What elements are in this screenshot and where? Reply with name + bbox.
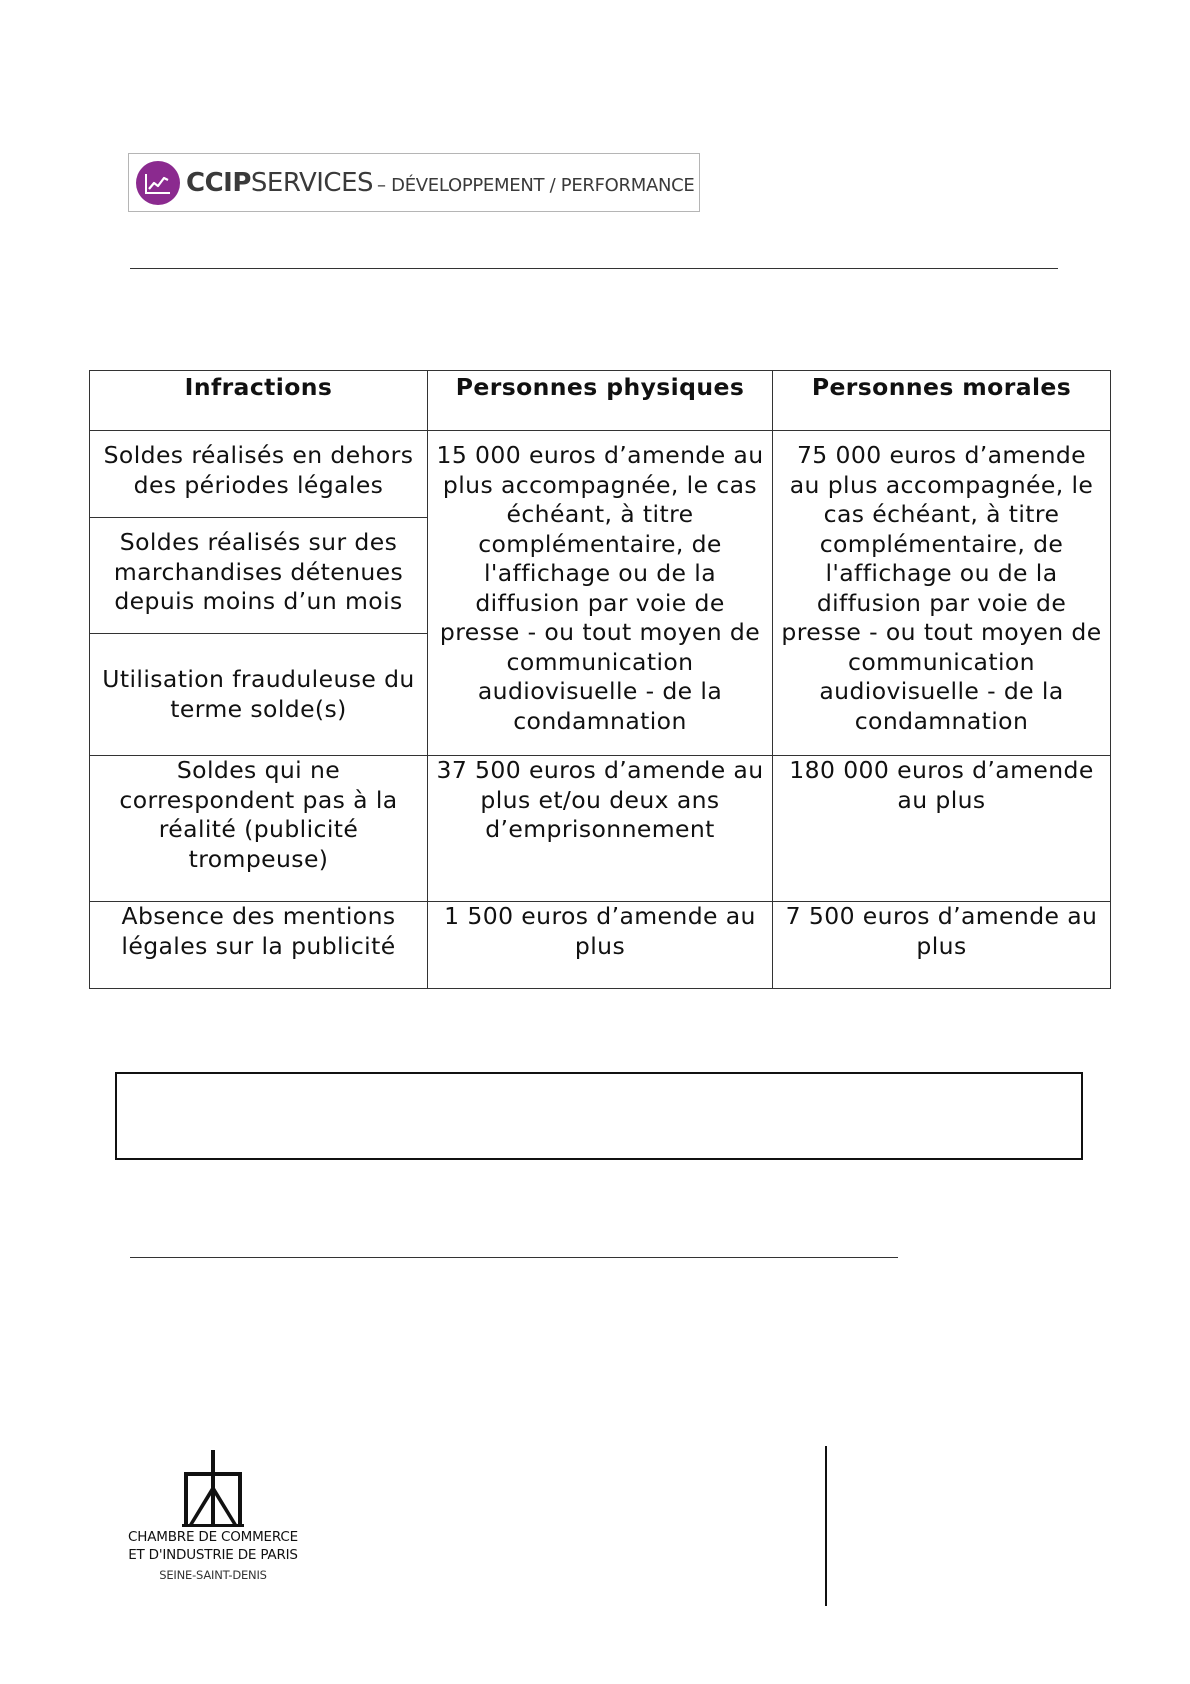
penalty-physiques-cell: 37 500 euros d’amende au plus et/ou deux ans d’emprisonnement — [428, 756, 773, 902]
infraction-cell: Soldes réalisés en dehors des périodes légales — [90, 431, 428, 518]
table-row — [90, 431, 1111, 518]
cci-name-line1: CHAMBRE DE COMMERCE — [128, 1529, 298, 1545]
penalty-morales-cell: 7 500 euros d’amende au plus — [773, 902, 1111, 989]
infraction-cell: Absence des mentions légales sur la publicité — [90, 902, 428, 989]
table-row — [90, 902, 1111, 989]
chart-trend-icon — [136, 161, 180, 205]
footer-vertical-divider — [825, 1446, 827, 1606]
header-personnes-physiques: Personnes physiques — [428, 371, 773, 431]
ccip-services-logo — [128, 153, 700, 212]
penalty-physiques-cell: 1 500 euros d’amende au plus — [428, 902, 773, 989]
header-infractions: Infractions — [90, 371, 428, 431]
logo-brand-text: CCIP — [186, 167, 251, 198]
infraction-cell: Soldes réalisés sur des marchandises détenues depuis moins d’un mois — [90, 518, 428, 634]
penalty-table — [89, 370, 1111, 989]
penalty-morales-cell: 75 000 euros d’amende au plus accompagnée, le cas échéant, à titre complémentaire, de l'affichage ou de la diffusion par voie de presse - ou tout moyen de communication audiovisuelle - de la condamnation — [773, 431, 1111, 756]
cci-subtitle: SEINE-SAINT-DENIS — [159, 1568, 267, 1582]
logo-services-text: SERVICES — [250, 167, 374, 198]
cci-paris-logo — [110, 1448, 316, 1582]
empty-framed-box — [115, 1072, 1083, 1160]
penalty-morales-cell: 180 000 euros d’amende au plus — [773, 756, 1111, 902]
infraction-cell: Utilisation frauduleuse du terme solde(s) — [90, 634, 428, 756]
infraction-cell: Soldes qui ne correspondent pas à la réalité (publicité trompeuse) — [90, 756, 428, 902]
bottom-divider — [130, 1257, 898, 1258]
cci-name-line2: ET D'INDUSTRIE DE PARIS — [128, 1547, 298, 1563]
top-divider — [130, 268, 1058, 269]
logo-tagline: – DÉVELOPPEMENT / PERFORMANCE — [377, 174, 695, 196]
cci-emblem-icon — [180, 1448, 246, 1528]
header-personnes-morales: Personnes morales — [773, 371, 1111, 431]
table-row — [90, 756, 1111, 902]
table-header-row — [90, 371, 1111, 431]
penalty-physiques-cell: 15 000 euros d’amende au plus accompagnée, le cas échéant, à titre complémentaire, de l'affichage ou de la diffusion par voie de presse - ou tout moyen de communication audiovisuelle - de la condamnation — [428, 431, 773, 756]
